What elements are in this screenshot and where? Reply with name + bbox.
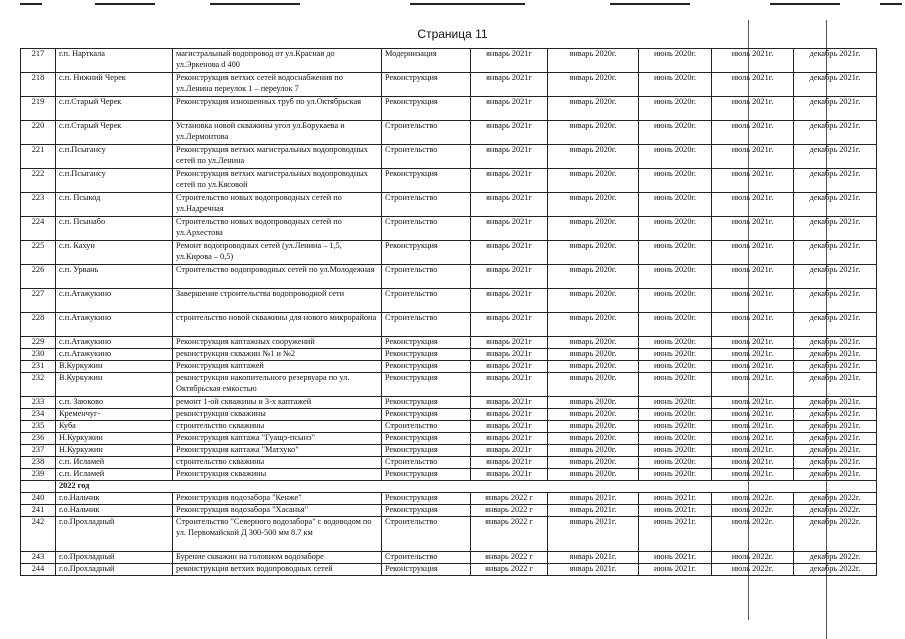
cell-number: 222	[21, 169, 56, 193]
cell-date-5: декабрь 2021г.	[794, 241, 877, 265]
cell-settlement: Н.Куркужин	[56, 433, 173, 445]
cell-date-1: январь 2021г	[471, 457, 548, 469]
table-row	[21, 397, 877, 409]
cell-date-5: декабрь 2021г.	[794, 49, 877, 73]
cell-settlement: с.п. Заюково	[56, 397, 173, 409]
cell-date-2: январь 2020г.	[548, 397, 639, 409]
cell-work-type: Реконструкция	[382, 361, 471, 373]
table-row	[21, 457, 877, 469]
cell-settlement: с.п.Старый Черек	[56, 121, 173, 145]
cell-settlement: с.п. Кахун	[56, 241, 173, 265]
cell-date-3: июнь 2020г.	[639, 373, 712, 397]
cell-date-3: июнь 2020г.	[639, 97, 712, 121]
cell-date-5: декабрь 2021г.	[794, 409, 877, 421]
cell-date-5: декабрь 2021г.	[794, 349, 877, 361]
cell-number: 224	[21, 217, 56, 241]
cell-date-2: январь 2020г.	[548, 97, 639, 121]
cell-date-4: июль 2021г.	[712, 289, 794, 313]
table-row	[21, 373, 877, 397]
cell-object: Реконструкция ветхих магистральных водопроводных сетей по ул.Ленина	[173, 145, 382, 169]
table-row	[21, 469, 877, 481]
cell-date-1: январь 2021г	[471, 241, 548, 265]
cell-date-2: январь 2021г.	[548, 493, 639, 505]
cell-settlement: г.п. Нарткала	[56, 49, 173, 73]
cell-object: Реконструкция каптажа "Матхуко"	[173, 445, 382, 457]
cell-date-4: июль 2022г.	[712, 552, 794, 564]
table-row	[21, 505, 877, 517]
scan-mark	[880, 3, 902, 5]
cell-number: 229	[21, 337, 56, 349]
cell-date-4: июль 2021г.	[712, 313, 794, 337]
cell-date-1: январь 2021г	[471, 145, 548, 169]
table-row	[21, 313, 877, 337]
cell-date-2: январь 2021г.	[548, 505, 639, 517]
cell-settlement: с.п.Атажукино	[56, 349, 173, 361]
cell-settlement: Куба	[56, 421, 173, 433]
cell-date-1: январь 2022 г	[471, 493, 548, 505]
cell-work-type: Реконструкция	[382, 169, 471, 193]
table-row	[21, 49, 877, 73]
cell-work-type: Реконструкция	[382, 373, 471, 397]
cell-number: 225	[21, 241, 56, 265]
cell-date-1: январь 2021г	[471, 337, 548, 349]
cell-object: Строительство "Северного водозабора" с водоводом по ул. Первомайской Д 300-500 мм 8.7 км	[173, 517, 382, 552]
cell-object: магистральный водопровод от ул.Красная до ул.Эркенова d 400	[173, 49, 382, 73]
cell-object: строительство скважины	[173, 421, 382, 433]
cell-object: Строительство водопроводных сетей по ул.Молодежная	[173, 265, 382, 289]
cell-date-1: январь 2021г	[471, 433, 548, 445]
cell-date-3: июнь 2020г.	[639, 145, 712, 169]
cell-date-1: январь 2022 г	[471, 564, 548, 576]
cell-settlement: г.о.Нальчик	[56, 493, 173, 505]
cell-date-5: декабрь 2021г.	[794, 397, 877, 409]
table-row	[21, 445, 877, 457]
table-row	[21, 121, 877, 145]
cell-date-5: декабрь 2022г.	[794, 505, 877, 517]
cell-object: Реконструкция ветхих сетей водоснабжения по ул.Ленина переулок 1 – переулок 7	[173, 73, 382, 97]
cell-date-4: июль 2021г.	[712, 397, 794, 409]
section-label: 2022 год	[56, 481, 877, 493]
cell-object: Реконструкция водозабора "Хасанья"	[173, 505, 382, 517]
cell-date-2: январь 2020г.	[548, 337, 639, 349]
cell-date-4: июль 2021г.	[712, 445, 794, 457]
cell-date-5: декабрь 2021г.	[794, 73, 877, 97]
works-table	[20, 48, 877, 576]
cell-date-3: июнь 2021г.	[639, 505, 712, 517]
cell-date-2: январь 2021г.	[548, 564, 639, 576]
cell-settlement: г.о.Прохладный	[56, 552, 173, 564]
cell-date-1: январь 2021г	[471, 421, 548, 433]
cell-date-4: июль 2021г.	[712, 337, 794, 349]
cell-settlement: г.о.Нальчик	[56, 505, 173, 517]
cell-number: 226	[21, 265, 56, 289]
cell-object: строительство новой скважины для нового микрорайона	[173, 313, 382, 337]
cell-date-3: июнь 2020г.	[639, 313, 712, 337]
cell-work-type: Реконструкция	[382, 564, 471, 576]
cell-number: 243	[21, 552, 56, 564]
cell-date-3: июнь 2020г.	[639, 409, 712, 421]
cell-number: 240	[21, 493, 56, 505]
cell-date-3: июнь 2020г.	[639, 469, 712, 481]
cell-settlement: с.п. Урвань	[56, 265, 173, 289]
cell-settlement: с.п. Исламей	[56, 469, 173, 481]
table-body	[21, 49, 877, 576]
cell-object: реконструкция скважин №1 и №2	[173, 349, 382, 361]
cell-date-3: июнь 2020г.	[639, 421, 712, 433]
cell-date-3: июнь 2021г.	[639, 564, 712, 576]
cell-date-5: декабрь 2022г.	[794, 564, 877, 576]
cell-date-4: июль 2021г.	[712, 121, 794, 145]
cell-date-2: январь 2020г.	[548, 361, 639, 373]
cell-number: 220	[21, 121, 56, 145]
cell-date-4: июль 2021г.	[712, 373, 794, 397]
cell-date-3: июнь 2020г.	[639, 397, 712, 409]
cell-date-4: июль 2021г.	[712, 169, 794, 193]
cell-work-type: Строительство	[382, 145, 471, 169]
cell-date-3: июнь 2020г.	[639, 361, 712, 373]
cell-date-5: декабрь 2022г.	[794, 552, 877, 564]
cell-date-1: январь 2021г	[471, 73, 548, 97]
cell-date-5: декабрь 2021г.	[794, 289, 877, 313]
cell-date-2: январь 2020г.	[548, 145, 639, 169]
cell-object: ремонт 1-ой скважины и 3-х каптажей	[173, 397, 382, 409]
cell-date-2: январь 2020г.	[548, 421, 639, 433]
cell-date-3: июнь 2020г.	[639, 241, 712, 265]
cell-date-2: январь 2020г.	[548, 409, 639, 421]
cell-number: 228	[21, 313, 56, 337]
cell-object: Реконструкция каптажных сооружений	[173, 337, 382, 349]
cell-date-4: июль 2022г.	[712, 517, 794, 552]
cell-date-3: июнь 2020г.	[639, 457, 712, 469]
cell-date-4: июль 2021г.	[712, 49, 794, 73]
cell-work-type: Реконструкция	[382, 505, 471, 517]
cell-work-type: Строительство	[382, 457, 471, 469]
cell-date-1: январь 2021г	[471, 445, 548, 457]
cell-object: Строительство новых водопроводных сетей по ул.Надречная	[173, 193, 382, 217]
cell-number: 233	[21, 397, 56, 409]
cell-date-5: декабрь 2022г.	[794, 517, 877, 552]
cell-settlement: с.п.Псыгансу	[56, 145, 173, 169]
cell-work-type: Реконструкция	[382, 397, 471, 409]
cell-number	[21, 481, 56, 493]
cell-date-1: январь 2022 г	[471, 552, 548, 564]
cell-object: Реконструкция водозабора "Кенже"	[173, 493, 382, 505]
scan-mark	[210, 3, 300, 5]
cell-date-4: июль 2021г.	[712, 457, 794, 469]
cell-work-type: Строительство	[382, 193, 471, 217]
cell-date-4: июль 2021г.	[712, 73, 794, 97]
scan-mark	[770, 3, 840, 5]
cell-date-1: январь 2021г	[471, 97, 548, 121]
cell-date-3: июнь 2020г.	[639, 433, 712, 445]
cell-object: Установка новой скважины угол ул.Борукаева и ул.Лермонтова	[173, 121, 382, 145]
cell-date-5: декабрь 2021г.	[794, 433, 877, 445]
cell-work-type: Строительство	[382, 421, 471, 433]
cell-work-type: Реконструкция	[382, 73, 471, 97]
cell-number: 239	[21, 469, 56, 481]
cell-date-1: январь 2021г	[471, 193, 548, 217]
cell-settlement: с.п. Псыкод	[56, 193, 173, 217]
cell-work-type: Строительство	[382, 289, 471, 313]
table-row	[21, 433, 877, 445]
scan-mark	[610, 3, 690, 5]
cell-date-2: январь 2020г.	[548, 433, 639, 445]
cell-work-type: Строительство	[382, 217, 471, 241]
cell-work-type: Реконструкция	[382, 409, 471, 421]
cell-date-1: январь 2021г	[471, 373, 548, 397]
cell-date-5: декабрь 2021г.	[794, 265, 877, 289]
table-row	[21, 552, 877, 564]
section-row	[21, 481, 877, 493]
cell-number: 244	[21, 564, 56, 576]
cell-work-type: Строительство	[382, 265, 471, 289]
cell-work-type: Строительство	[382, 552, 471, 564]
cell-date-1: январь 2021г	[471, 265, 548, 289]
cell-work-type: Реконструкция	[382, 493, 471, 505]
cell-date-4: июль 2022г.	[712, 493, 794, 505]
cell-date-4: июль 2021г.	[712, 361, 794, 373]
cell-date-4: июль 2021г.	[712, 421, 794, 433]
cell-settlement: В.Куркужин	[56, 361, 173, 373]
cell-date-5: декабрь 2021г.	[794, 145, 877, 169]
cell-number: 230	[21, 349, 56, 361]
cell-work-type: Строительство	[382, 517, 471, 552]
table-row	[21, 73, 877, 97]
cell-object: Реконструкция скважины	[173, 469, 382, 481]
cell-date-1: январь 2021г	[471, 49, 548, 73]
cell-work-type: Реконструкция	[382, 337, 471, 349]
cell-date-4: июль 2021г.	[712, 145, 794, 169]
cell-date-4: июль 2021г.	[712, 241, 794, 265]
cell-work-type: Реконструкция	[382, 349, 471, 361]
cell-date-5: декабрь 2021г.	[794, 421, 877, 433]
cell-date-5: декабрь 2021г.	[794, 97, 877, 121]
cell-number: 232	[21, 373, 56, 397]
cell-work-type: Реконструкция	[382, 433, 471, 445]
cell-object: реконструкция накопительного резервуара по ул. Октябрьская емкостью	[173, 373, 382, 397]
scan-mark	[95, 3, 155, 5]
cell-settlement: с.п.Атажукино	[56, 313, 173, 337]
cell-date-5: декабрь 2021г.	[794, 121, 877, 145]
cell-settlement: г.о.Прохладный	[56, 517, 173, 552]
cell-date-1: январь 2021г	[471, 217, 548, 241]
cell-date-3: июнь 2020г.	[639, 169, 712, 193]
cell-date-3: июнь 2020г.	[639, 49, 712, 73]
cell-number: 242	[21, 517, 56, 552]
table-row	[21, 421, 877, 433]
cell-date-5: декабрь 2021г.	[794, 217, 877, 241]
cell-object: Ремонт водопроводных сетей (ул.Ленина – 1,5, ул.Кирова – 0,5)	[173, 241, 382, 265]
cell-date-1: январь 2021г	[471, 169, 548, 193]
cell-date-4: июль 2021г.	[712, 349, 794, 361]
cell-date-4: июль 2022г.	[712, 564, 794, 576]
cell-work-type: Реконструкция	[382, 445, 471, 457]
cell-object: Реконструкция ветхих магистральных водопроводных сетей по ул.Кясовой	[173, 169, 382, 193]
cell-date-1: январь 2022 г	[471, 505, 548, 517]
cell-date-1: январь 2021г	[471, 289, 548, 313]
cell-settlement: с.п.Старый Черек	[56, 97, 173, 121]
cell-date-2: январь 2020г.	[548, 457, 639, 469]
cell-date-3: июнь 2021г.	[639, 493, 712, 505]
cell-date-1: январь 2021г	[471, 469, 548, 481]
cell-date-3: июнь 2020г.	[639, 217, 712, 241]
cell-number: 241	[21, 505, 56, 517]
cell-work-type: Реконструкция	[382, 97, 471, 121]
cell-object: Реконструкция каптажей	[173, 361, 382, 373]
cell-settlement: с.п.Псыгансу	[56, 169, 173, 193]
cell-object: Реконструкция изношенных труб по ул.Октябрьская	[173, 97, 382, 121]
cell-date-3: июнь 2020г.	[639, 445, 712, 457]
page-label: Страница 11	[417, 27, 488, 41]
table-row	[21, 337, 877, 349]
cell-date-2: январь 2020г.	[548, 73, 639, 97]
cell-date-1: январь 2021г	[471, 349, 548, 361]
cell-date-2: январь 2020г.	[548, 193, 639, 217]
table-row	[21, 361, 877, 373]
cell-settlement: с.п. Исламей	[56, 457, 173, 469]
table-row	[21, 493, 877, 505]
cell-date-1: январь 2022 г	[471, 517, 548, 552]
cell-date-5: декабрь 2021г.	[794, 469, 877, 481]
cell-date-2: январь 2020г.	[548, 241, 639, 265]
cell-date-2: январь 2020г.	[548, 49, 639, 73]
cell-work-type: Строительство	[382, 121, 471, 145]
cell-number: 235	[21, 421, 56, 433]
table-row	[21, 169, 877, 193]
cell-date-3: июнь 2021г.	[639, 517, 712, 552]
cell-date-3: июнь 2020г.	[639, 349, 712, 361]
cell-object: Реконструкция каптажа "Гуащэ-псынэ"	[173, 433, 382, 445]
table-row	[21, 265, 877, 289]
cell-date-4: июль 2021г.	[712, 469, 794, 481]
cell-date-1: январь 2021г	[471, 313, 548, 337]
cell-date-1: январь 2021г	[471, 397, 548, 409]
cell-date-2: январь 2020г.	[548, 169, 639, 193]
cell-settlement: с.п. Псынабо	[56, 217, 173, 241]
table-row	[21, 97, 877, 121]
cell-date-4: июль 2021г.	[712, 409, 794, 421]
table-row	[21, 241, 877, 265]
cell-object: реконструкция ветхих водопроводных сетей	[173, 564, 382, 576]
scan-mark	[20, 3, 42, 5]
cell-date-4: июль 2022г.	[712, 505, 794, 517]
cell-object: Завершение строительства водопроводной сети	[173, 289, 382, 313]
cell-settlement: с.п.Атажукино	[56, 337, 173, 349]
cell-work-type: Реконструкция	[382, 469, 471, 481]
cell-number: 236	[21, 433, 56, 445]
cell-number: 217	[21, 49, 56, 73]
cell-settlement: Кременчуг-	[56, 409, 173, 421]
cell-date-5: декабрь 2021г.	[794, 169, 877, 193]
cell-date-5: декабрь 2021г.	[794, 361, 877, 373]
cell-date-5: декабрь 2021г.	[794, 193, 877, 217]
cell-date-4: июль 2021г.	[712, 193, 794, 217]
cell-work-type: Реконструкция	[382, 241, 471, 265]
cell-date-3: июнь 2020г.	[639, 289, 712, 313]
cell-date-3: июнь 2020г.	[639, 337, 712, 349]
cell-date-5: декабрь 2022г.	[794, 493, 877, 505]
cell-number: 223	[21, 193, 56, 217]
cell-date-3: июнь 2020г.	[639, 121, 712, 145]
cell-number: 219	[21, 97, 56, 121]
cell-date-5: декабрь 2021г.	[794, 313, 877, 337]
cell-date-3: июнь 2020г.	[639, 73, 712, 97]
cell-date-2: январь 2021г.	[548, 552, 639, 564]
cell-date-3: июнь 2021г.	[639, 552, 712, 564]
cell-number: 221	[21, 145, 56, 169]
cell-settlement: Н.Куркужин	[56, 445, 173, 457]
table-row	[21, 564, 877, 576]
cell-date-4: июль 2021г.	[712, 265, 794, 289]
cell-number: 238	[21, 457, 56, 469]
cell-date-2: январь 2020г.	[548, 313, 639, 337]
cell-date-2: январь 2020г.	[548, 445, 639, 457]
cell-work-type: Строительство	[382, 313, 471, 337]
cell-settlement: В.Куркужин	[56, 373, 173, 397]
cell-date-3: июнь 2020г.	[639, 193, 712, 217]
cell-date-4: июль 2021г.	[712, 97, 794, 121]
cell-date-4: июль 2021г.	[712, 433, 794, 445]
table-row	[21, 409, 877, 421]
cell-date-2: январь 2020г.	[548, 265, 639, 289]
table-row	[21, 217, 877, 241]
cell-date-1: январь 2021г	[471, 121, 548, 145]
cell-date-1: январь 2021г	[471, 409, 548, 421]
cell-number: 234	[21, 409, 56, 421]
table-row	[21, 193, 877, 217]
cell-date-5: декабрь 2021г.	[794, 445, 877, 457]
cell-date-2: январь 2020г.	[548, 121, 639, 145]
cell-date-2: январь 2020г.	[548, 289, 639, 313]
cell-number: 237	[21, 445, 56, 457]
cell-date-3: июнь 2020г.	[639, 265, 712, 289]
cell-date-2: январь 2020г.	[548, 217, 639, 241]
cell-date-2: январь 2020г.	[548, 373, 639, 397]
cell-object: реконструкция скважины	[173, 409, 382, 421]
cell-settlement: г.о.Прохладный	[56, 564, 173, 576]
cell-date-2: январь 2020г.	[548, 349, 639, 361]
cell-settlement: с.п.Атажукино	[56, 289, 173, 313]
scan-mark	[410, 3, 525, 5]
cell-number: 231	[21, 361, 56, 373]
cell-date-5: декабрь 2021г.	[794, 373, 877, 397]
cell-date-2: январь 2020г.	[548, 469, 639, 481]
cell-date-4: июль 2021г.	[712, 217, 794, 241]
cell-date-1: январь 2021г	[471, 361, 548, 373]
table-row	[21, 289, 877, 313]
cell-work-type: Модернизация	[382, 49, 471, 73]
cell-date-2: январь 2021г.	[548, 517, 639, 552]
cell-date-5: декабрь 2021г.	[794, 457, 877, 469]
table-row	[21, 517, 877, 552]
cell-settlement: с.п. Нижний Черек	[56, 73, 173, 97]
cell-date-5: декабрь 2021г.	[794, 337, 877, 349]
cell-object: Строительство новых водопроводных сетей по ул.Архестова	[173, 217, 382, 241]
table-row	[21, 349, 877, 361]
cell-object: строительство скважины	[173, 457, 382, 469]
table-row	[21, 145, 877, 169]
cell-object: Бурение скважин на головном водозаборе	[173, 552, 382, 564]
cell-number: 227	[21, 289, 56, 313]
cell-number: 218	[21, 73, 56, 97]
